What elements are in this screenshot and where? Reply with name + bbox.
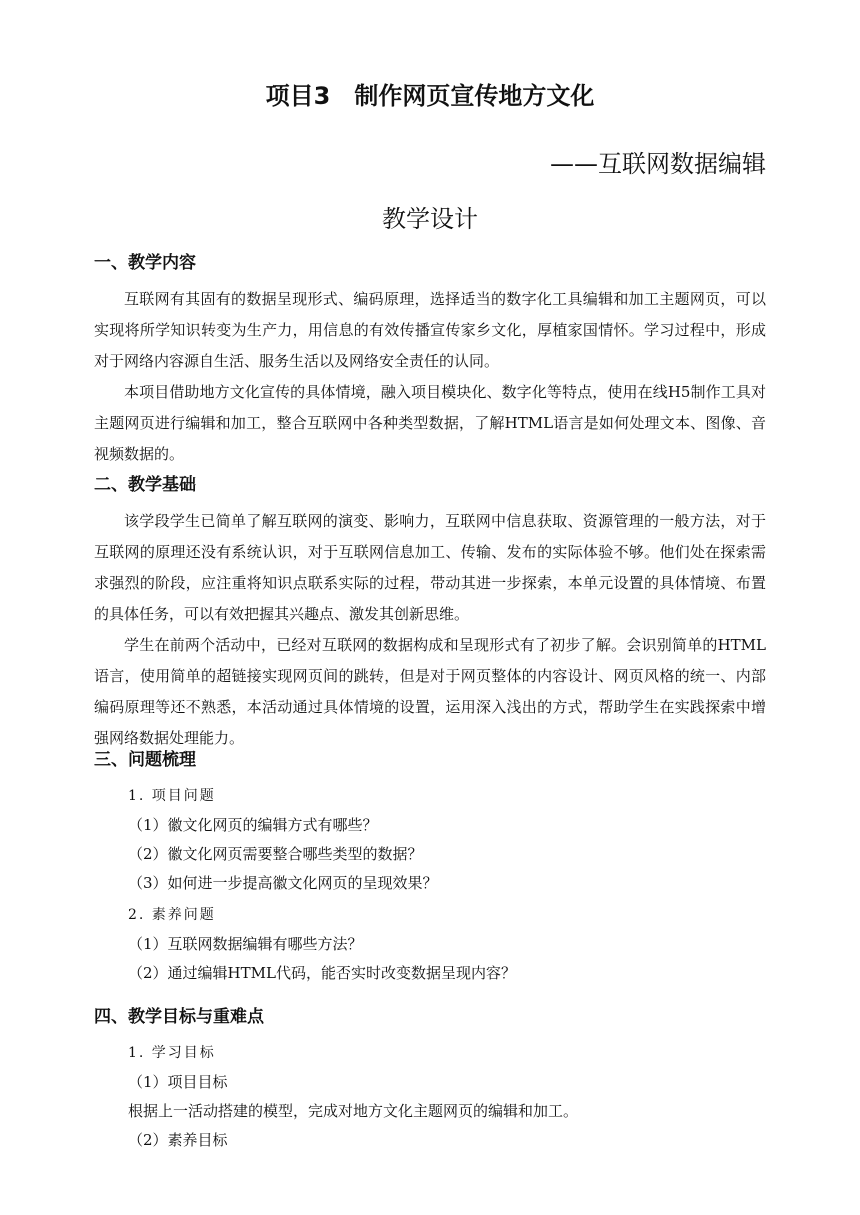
- paragraph: 该学段学生已简单了解互联网的演变、影响力，互联网中信息获取、资源管理的一般方法，对于互联网的原理还没有系统认识，对于互联网信息加工、传输、发布的实际体验不够。他们处在探索需求强烈的阶段，应注重将知识点联系实际的过程，带动其进一步探索，本单元设置的具体情境、布置的具体任务，可以有效把握其兴趣点、激发其创新思维。: [94, 512, 766, 623]
- list-item: （2）素养目标: [128, 1131, 228, 1149]
- paragraph: 根据上一活动搭建的模型，完成对地方文化主题网页的编辑和加工。: [128, 1102, 579, 1120]
- list-item: （1）项目目标: [128, 1073, 228, 1091]
- list-item: （2）通过编辑HTML代码，能否实时改变数据呈现内容？: [128, 964, 516, 982]
- subheading-learning-objectives: 1. 学习目标: [128, 1045, 216, 1061]
- paragraph: 互联网有其固有的数据呈现形式、编码原理，选择适当的数字化工具编辑和加工主题网页，可以实现将所学知识转变为生产力，用信息的有效传播宣传家乡文化，厚植家国情怀。学习过程中，形成对于网络内容源自生活、服务生活以及网络安全责任的认同。: [94, 290, 766, 370]
- section-heading-teaching-basis: 二、教学基础: [94, 475, 196, 495]
- list-item: （1）互联网数据编辑有哪些方法？: [128, 935, 363, 953]
- paragraph: 学生在前两个活动中，已经对互联网的数据构成和呈现形式有了初步了解。会识别简单的HTML语言，使用简单的超链接实现网页间的跳转，但是对于网页整体的内容设计、网页风格的统一、内部编码原理等还不熟悉，本活动通过具体情境的设置，运用深入浅出的方式，帮助学生在实践探索中增强网络数据处理能力。: [94, 636, 766, 747]
- document-type-heading: 教学设计: [382, 205, 478, 233]
- subheading-literacy-questions: 2. 素养问题: [128, 907, 216, 923]
- document-title: 项目3 制作网页宣传地方文化: [265, 82, 595, 110]
- subheading-project-questions: 1. 项目问题: [128, 788, 216, 804]
- section-heading-objectives: 四、教学目标与重难点: [94, 1007, 264, 1027]
- section-heading-problem-sorting: 三、问题梳理: [94, 750, 196, 770]
- list-item: （3）如何进一步提高徽文化网页的呈现效果？: [128, 874, 438, 892]
- list-item: （2）徽文化网页需要整合哪些类型的数据？: [128, 845, 423, 863]
- section-heading-teaching-content: 一、教学内容: [94, 253, 196, 273]
- document-subtitle: ——互联网数据编辑: [550, 150, 766, 178]
- paragraph: 本项目借助地方文化宣传的具体情境，融入项目模块化、数字化等特点，使用在线H5制作工具对主题网页进行编辑和加工，整合互联网中各种类型数据，了解HTML语言是如何处理文本、图像、音视频数据的。: [94, 383, 766, 463]
- list-item: （1）徽文化网页的编辑方式有哪些？: [128, 816, 378, 834]
